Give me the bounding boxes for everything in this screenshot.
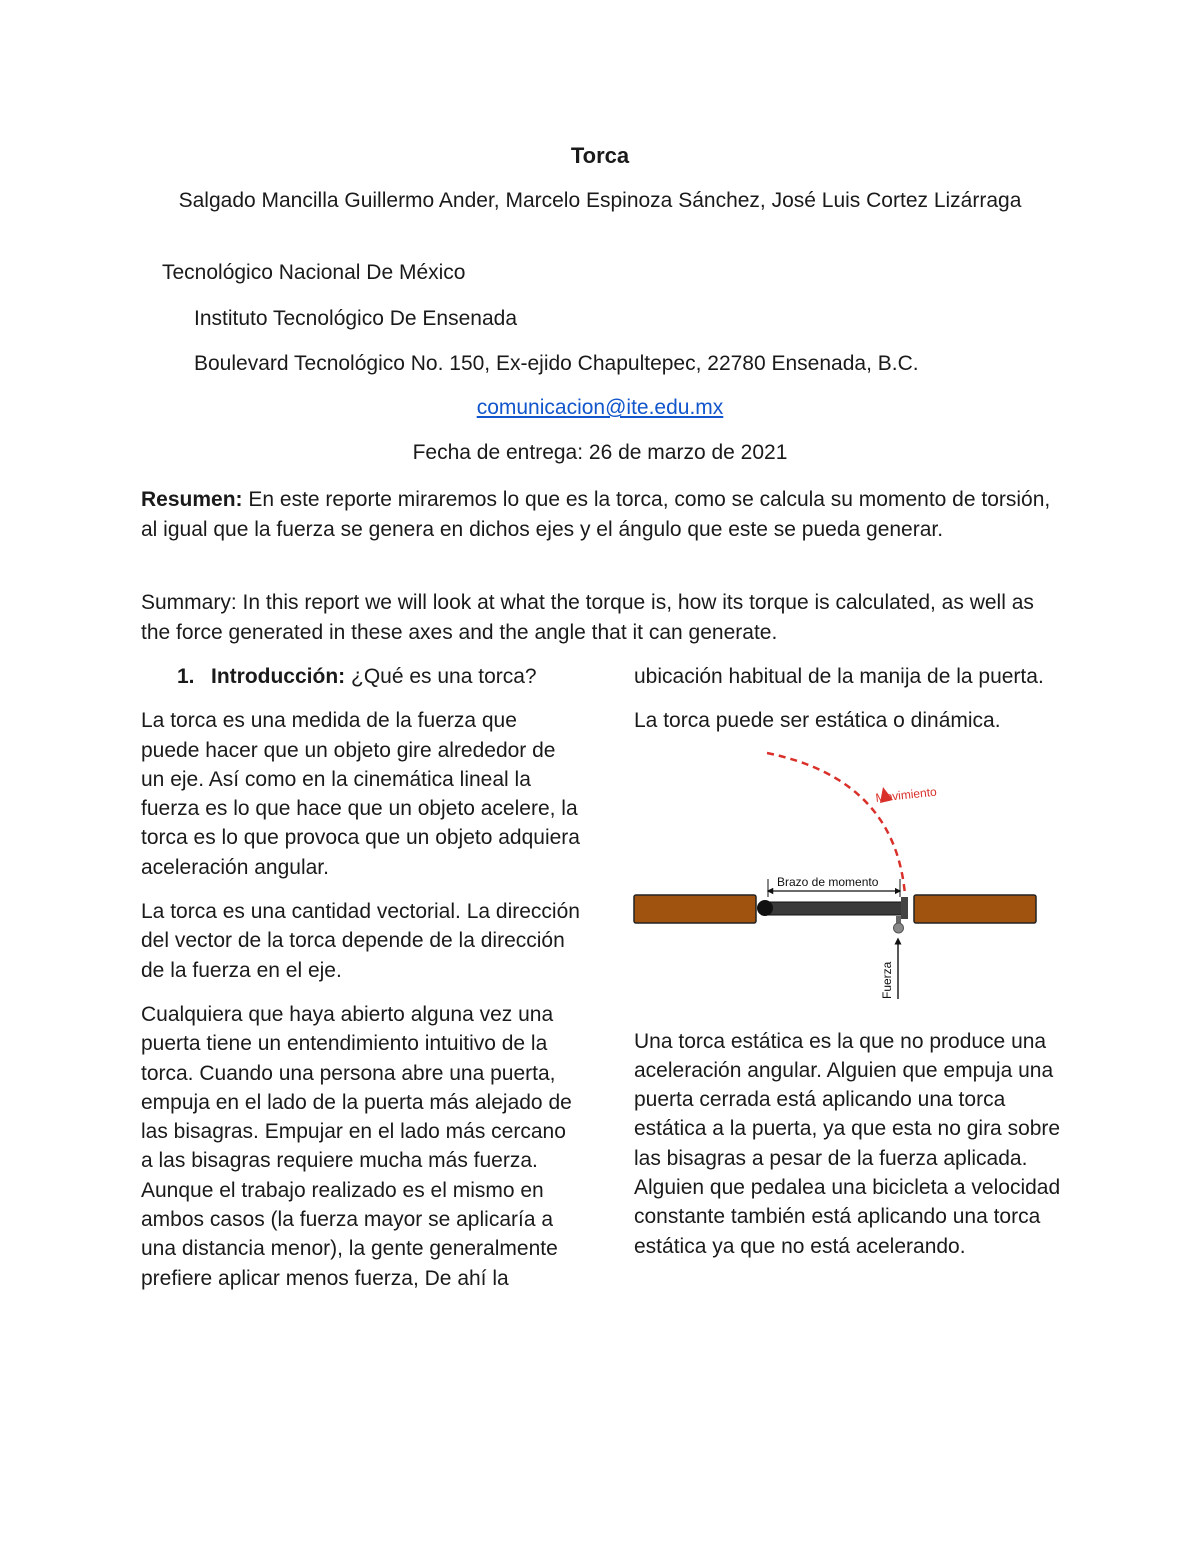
abstract-english: Summary: In this report we will look at what the torque is, how its torque is calculated, as well as the force generated in these axes and the angle that it can generate. <box>141 591 1034 644</box>
paragraph: Una torca estática es la que no produce una aceleración angular. Alguien que empuja una puerta cerrada está aplicando una torca estática a la puerta, ya que esta no gira sobre las bisagras a pesar de la fuerza aplicada. Alguien que pedalea una bicicleta a velocidad constante también está aplicando una torca estática ya que no está acelerando. <box>634 1029 1061 1258</box>
abstract-label: Resumen: <box>141 488 243 511</box>
movement-arc <box>767 753 905 895</box>
document-title: Torca <box>570 143 630 168</box>
section-heading <box>177 662 581 691</box>
paragraph: La torca es una cantidad vectorial. La dirección del vector de la torca depende de la dirección de la fuerza en el eje. <box>141 900 580 982</box>
door-end-plate <box>901 897 908 919</box>
section-question: ¿Qué es una torca? <box>345 665 537 688</box>
hinge-icon <box>757 900 773 916</box>
authors: Salgado Mancilla Guillermo Ander, Marcelo Espinoza Sánchez, José Luis Cortez Lizárraga <box>178 189 1022 212</box>
door-torque-diagram <box>630 751 1040 1013</box>
section-number: 1. <box>177 665 195 688</box>
moment-arm-label: Brazo de momento <box>777 874 879 889</box>
paragraph: La torca es una medida de la fuerza que puede hacer que un objeto gire alrededor de un eje. Así como en la cinemática lineal la fuerza es lo que hace que un objeto acelere, la torca es lo que provoca que un objeto adquiera aceleración angular. <box>141 709 580 879</box>
left-column <box>141 662 581 1308</box>
section-label: Introducción: <box>211 665 346 688</box>
address: Boulevard Tecnológico No. 150, Ex-ejido Chapultepec, 22780 Ensenada, B.C. <box>194 352 919 375</box>
email-link[interactable]: comunicacion@ite.edu.mx <box>476 396 724 419</box>
institution-national: Tecnológico Nacional De México <box>162 261 466 284</box>
wall-left <box>634 895 756 923</box>
paragraph: ubicación habitual de la manija de la puerta. <box>634 665 1044 688</box>
paragraph: Cualquiera que haya abierto alguna vez una puerta tiene un entendimiento intuitivo de la torca. Cuando una persona abre una puerta, empuja en el lado de la puerta más alejado de las bisagras. Empujar en el lado más cercano a las bisagras requiere mucha más fuerza. Aunque el trabajo realizado es el mismo en ambos casos (la fuerza mayor se aplicaría a una distancia menor), la gente generalmente prefiere aplicar menos fuerza, De ahí la <box>141 1002 572 1290</box>
abstract-spanish <box>141 485 1061 544</box>
wall-right <box>914 895 1036 923</box>
door-bar <box>762 902 906 915</box>
delivery-date: Fecha de entrega: 26 de marzo de 2021 <box>412 441 788 464</box>
handle-knob <box>894 923 904 933</box>
abstract-text: En este reporte miraremos lo que es la torca, como se calcula su momento de torsión, al igual que la fuerza se genera en dichos ejes y el ángulo que este se pueda generar. <box>141 488 1051 541</box>
email-line <box>0 396 1200 420</box>
institution-local: Instituto Tecnológico De Ensenada <box>194 307 517 330</box>
movement-label: Movimiento <box>874 784 938 805</box>
force-label: Fuerza <box>880 961 894 999</box>
right-column <box>634 662 1064 1276</box>
paragraph: La torca puede ser estática o dinámica. <box>634 709 1001 733</box>
